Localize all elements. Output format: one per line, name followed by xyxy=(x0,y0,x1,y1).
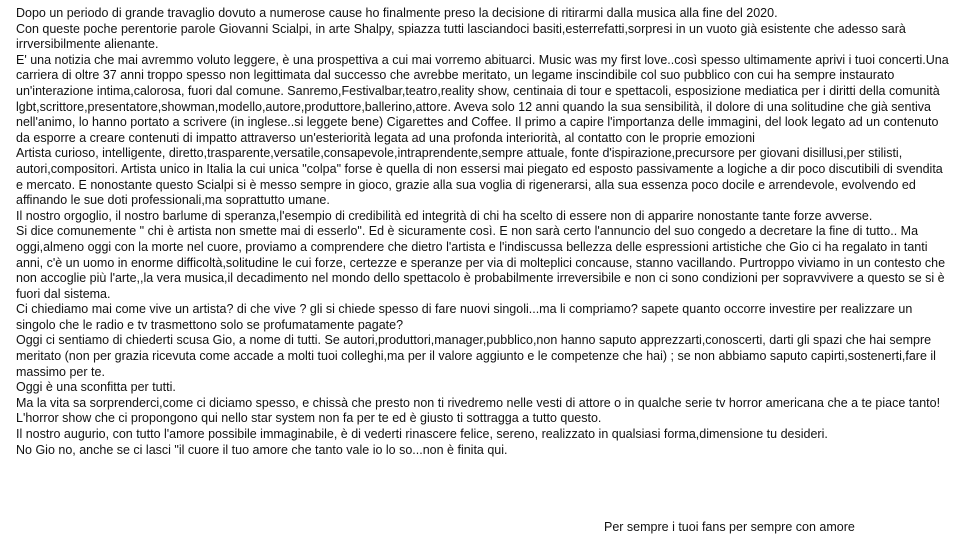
paragraph-hope: Ma la vita sa sorprenderci,come ci diciamo spesso, e chissà che presto non ti rivedremo nelle vesti di attore o in qualche serie tv horror americana che a te piace tanto! L'horror show che ci propongono qui nello star system non fa per te ed è giusto ti sottragga a tutto questo. xyxy=(16,395,941,426)
paragraph-reflection: Si dice comunemente " chi è artista non smette mai di esserlo". Ed è sicuramente così. E non sarà certo l'annuncio del suo congedo a decretare la fine di tutto.. Ma oggi,almeno oggi con la morte nel cuore, proviamo a comprendere che dietro l'artista e l'indiscussa bellezza delle espressioni artistiche che Gio ci ha regalato in tanti anni, c'è un uomo in enorme difficoltà,solitudine le cui forze, certezze e speranze per via di molteplici concause, stanno vacillando. Purtroppo viviamo in un contesto che non accoglie più l'arte,,la vera musica,il decadimento nel mondo dello spettacolo è probabilmente irreversibile e non ci sono condizioni per sopravvivere a questo se si è fuori dal sistema. xyxy=(16,224,946,301)
paragraph-questions: Ci chiediamo mai come vive un artista? di che vive ? gli si chiede spesso di fare nuovi singoli...ma li compriamo? sapete quanto occorre investire per realizzare un singolo che le radio e tv trasmettono solo se profumatamente pagate? xyxy=(16,302,913,332)
paragraph-announcement: Dopo un periodo di grande travaglio dovuto a numerose cause ho finalmente preso la decisione di ritirarmi dalla musica alla fine del 2020. xyxy=(16,6,778,20)
letter-body xyxy=(16,6,952,458)
paragraph-career: E' una notizia che mai avremmo voluto leggere, è una prospettiva a cui mai vorremo abituarci. Music was my first love..così spesso ultimamente aprivi i tuoi concerti.Una carriera di oltre 37 anni troppo spesso non legittimata dal successo che avrebbe meritato, un legame inscindibile col suo pubblico con cui ha sempre instaurato un'interazione intima,calorosa, fuori dal comune. Sanremo,Festivalbar,teatro,reality show, centinaia di tour e spettacoli, esposizione mediatica per i diritti della comunità lgbt,scrittore,presentatore,showman,modello,autore,produttore,ballerino,attore. Aveva solo 12 anni quando la sua sensibilità, il dolore di una solitudine che già sentiva nell'animo, lo hanno portato a scrivere (in inglese..si leggete bene) Cigarettes and Coffee. Il primo a capire l'importanza delle immagini, del look legato ad un contenuto da esporre a creare contenuti di impatto attraverso un'esteriorità legata ad una profonda interiorità, al contatto con le proprie emozioni xyxy=(16,52,949,145)
paragraph-apology: Oggi ci sentiamo di chiederti scusa Gio, a nome di tutti. Se autori,produttori,manager,pubblico,non hanno saputo apprezzarti,conoscerti, darti gli spazi che hai sempre meritato (non per grazia ricevuta come accade a molti tuoi colleghi,ma per il valore aggiunto e le competenze che hai) ; se non abbiamo saputo capirti,sostenerti,fare il massimo per te. xyxy=(16,333,936,379)
paragraph-closing: No Gio no, anche se ci lasci "il cuore il tuo amore che tanto vale io lo so...non è finita qui. xyxy=(16,442,508,457)
paragraph-intro: Con queste poche perentorie parole Giovanni Scialpi, in arte Shalpy, spiazza tutti lasciandoci basiti,esterrefatti,sorpresi in un vuoto già esistente che adesso sarà irrversibilmente alienante. xyxy=(16,21,906,52)
paragraph-pride: Il nostro orgoglio, il nostro barlume di speranza,l'esempio di credibilità ed integrità di chi ha scelto di essere non di apparire nonostante tante forze avverse. xyxy=(16,208,873,223)
paragraph-defeat: Oggi è una sconfitta per tutti. xyxy=(16,380,176,395)
paragraph-wish: Il nostro augurio, con tutto l'amore possibile immaginabile, è di vederti rinascere felice, sereno, realizzato in qualsiasi forma,dimensione tu desideri. xyxy=(16,427,828,442)
signature: Per sempre i tuoi fans per sempre con amore xyxy=(604,520,855,534)
paragraph-artist: Artista curioso, intelligente, diretto,trasparente,versatile,consapevole,intraprendente,sempre attuale, fonte d'ispirazione,precursore per giovani disillusi,per stilisti, autori,compositori. Artista unico in Italia la cui unica "colpa" forse è quella di non essersi mai piegato ed esposto passivamente a logiche a dir poco discutibili di svendita e mercato. E nonostante questo Scialpi si è messo sempre in gioco, grazie alla sua voglia di rigenerarsi, alla sua essenza poco docile e arrendevole, evolvendo ed affinando le sue doti professionali,ma soprattutto umane. xyxy=(16,146,943,208)
